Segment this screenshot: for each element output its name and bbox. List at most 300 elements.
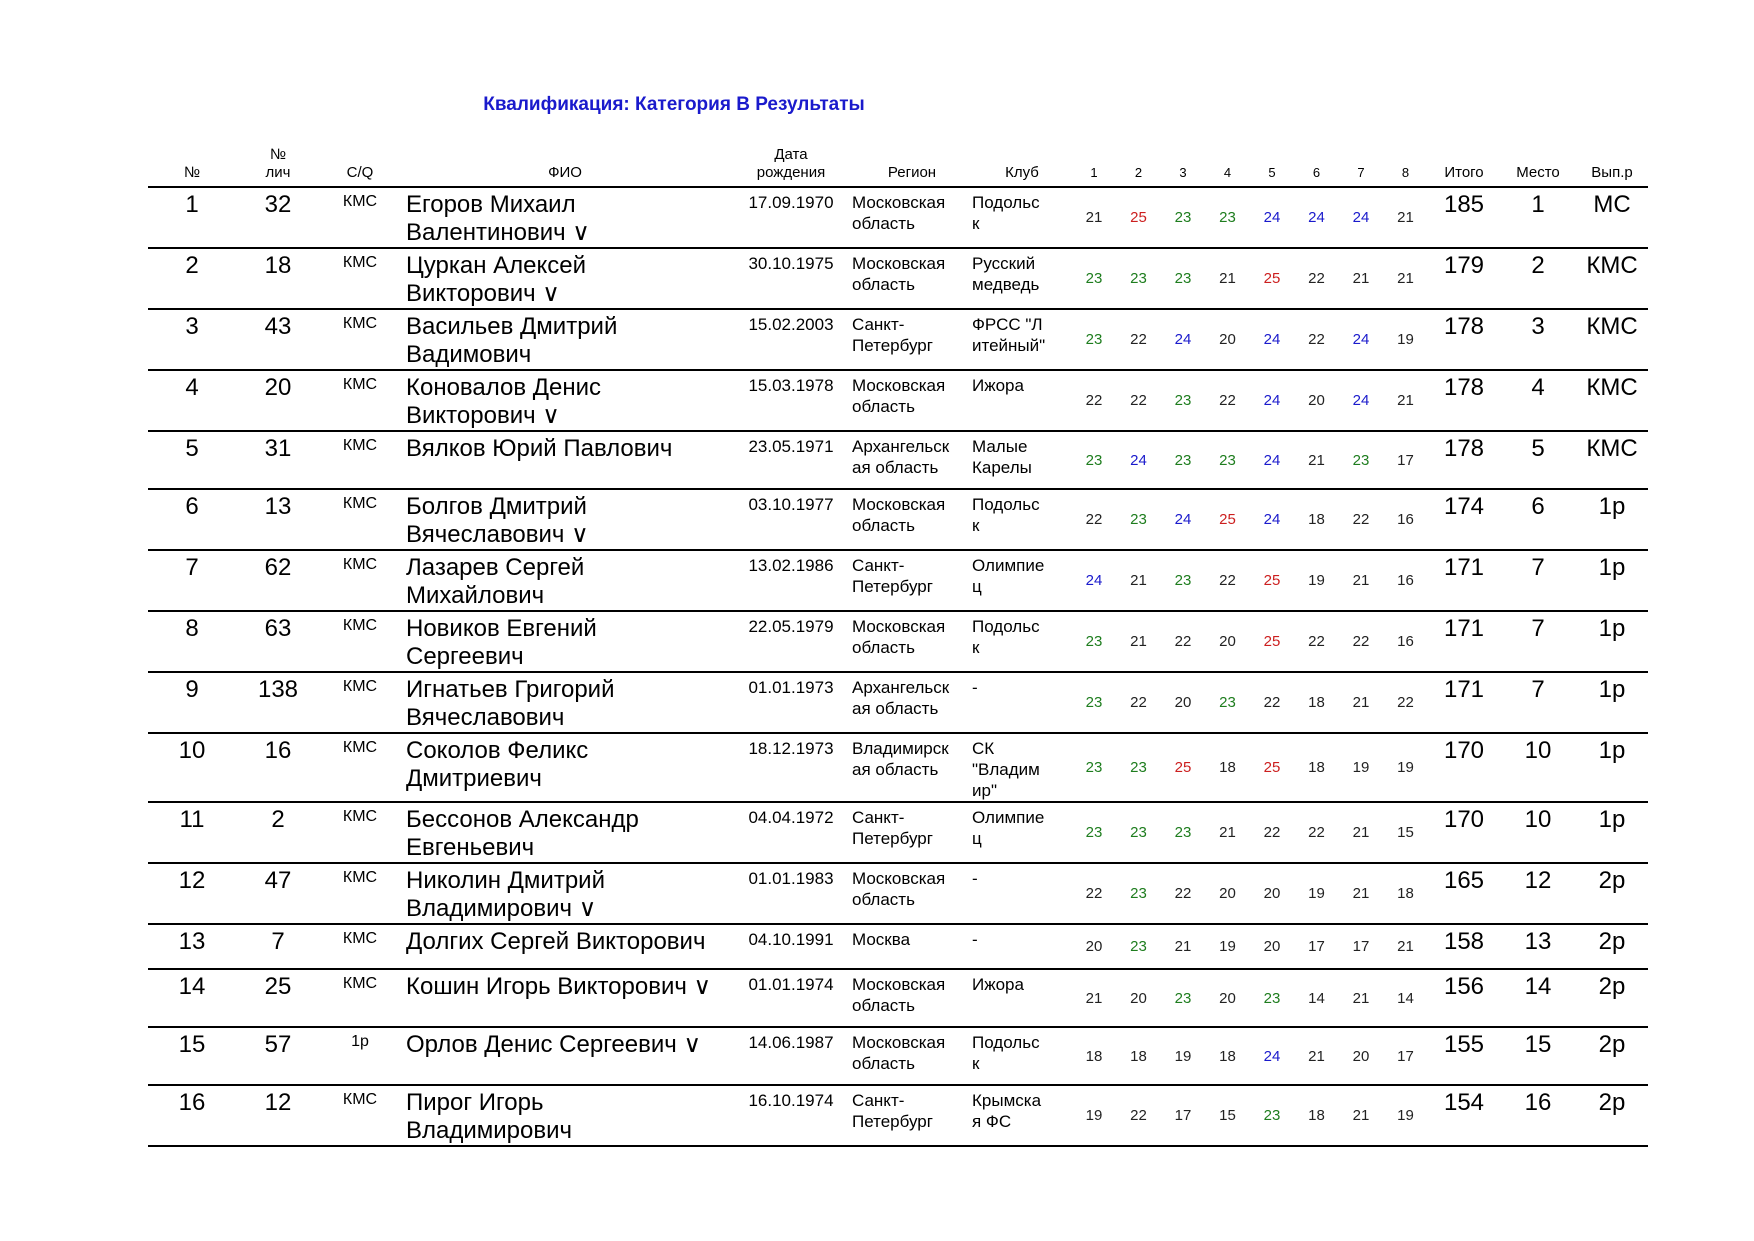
club-cell — [972, 611, 1072, 672]
rank-achieved: КМС — [1586, 252, 1638, 279]
total-score: 178 — [1443, 313, 1485, 340]
round-score: 24 — [1174, 331, 1192, 348]
round-score: 20 — [1263, 938, 1281, 955]
club-line: медведь — [972, 275, 1040, 294]
category-cell: КМС — [342, 617, 378, 634]
club-cell — [972, 924, 1072, 969]
round-score: 17 — [1308, 938, 1325, 955]
round-score: 23 — [1174, 392, 1192, 409]
round-score: 25 — [1263, 572, 1281, 589]
total-score: 154 — [1443, 1089, 1485, 1116]
athlete-name — [400, 969, 730, 1027]
round-score: 21 — [1352, 572, 1370, 589]
place-cell: 12 — [1524, 867, 1552, 894]
table-row — [148, 1027, 1648, 1085]
round-score: 24 — [1352, 331, 1370, 348]
birth-date: 22.05.1979 — [748, 617, 834, 636]
results-body — [148, 187, 1648, 1146]
row-number: 8 — [185, 615, 199, 642]
region-cell — [852, 248, 972, 309]
round-score: 20 — [1263, 885, 1281, 902]
round-score: 21 — [1130, 572, 1147, 589]
region-line: Московская — [852, 495, 946, 514]
region-line: ая область — [852, 699, 939, 718]
place-cell: 2 — [1531, 252, 1545, 279]
club-line: Крымска — [972, 1091, 1042, 1110]
total-score: 185 — [1443, 191, 1485, 218]
place-cell: 15 — [1524, 1031, 1552, 1058]
club-line: Русский — [972, 254, 1036, 273]
total-score: 170 — [1443, 806, 1485, 833]
category-cell: КМС — [342, 437, 378, 454]
round-score: 22 — [1308, 331, 1325, 348]
round-score: 23 — [1130, 885, 1147, 902]
bib-number: 20 — [264, 374, 292, 401]
athlete-name — [400, 611, 730, 672]
region-cell — [852, 924, 972, 969]
birth-date: 15.02.2003 — [748, 315, 834, 334]
round-score: 21 — [1308, 1047, 1325, 1065]
birth-date: 01.01.1974 — [748, 975, 834, 994]
place-cell: 3 — [1531, 313, 1545, 340]
category-cell: КМС — [342, 254, 378, 271]
table-row — [148, 489, 1648, 550]
category-cell: КМС — [342, 556, 378, 573]
athlete-name — [400, 1085, 730, 1146]
round-score: 18 — [1308, 511, 1325, 528]
round-score: 23 — [1085, 270, 1103, 287]
total-score: 156 — [1443, 973, 1485, 1000]
region-line: Владимирск — [852, 739, 949, 758]
round-score: 23 — [1085, 451, 1103, 469]
round-score: 21 — [1219, 824, 1236, 841]
row-number: 16 — [178, 1089, 206, 1116]
region-cell — [852, 550, 972, 611]
athlete-name — [400, 672, 730, 733]
table-row — [148, 672, 1648, 733]
round-score: 23 — [1219, 451, 1236, 469]
header-vyp: Вып.р — [1591, 164, 1633, 181]
athlete-name-line: Валентинович ∨ — [406, 219, 590, 246]
club-cell — [972, 1085, 1072, 1146]
round-score: 22 — [1130, 331, 1147, 348]
athlete-name — [400, 733, 730, 802]
round-score: 22 — [1352, 633, 1370, 650]
region-line: область — [852, 638, 915, 657]
round-score: 24 — [1263, 209, 1281, 226]
rank-achieved: 1р — [1598, 615, 1626, 642]
category-cell: КМС — [342, 495, 378, 512]
round-score: 25 — [1263, 759, 1281, 776]
round-score: 22 — [1130, 1107, 1147, 1124]
round-score: 16 — [1397, 511, 1414, 528]
region-line: Санкт- — [852, 556, 905, 575]
round-score: 21 — [1085, 209, 1103, 226]
region-line: ая область — [852, 458, 939, 477]
bib-number: 2 — [271, 806, 285, 833]
round-score: 23 — [1130, 270, 1147, 287]
round-score: 24 — [1174, 511, 1192, 528]
club-cell — [972, 370, 1072, 431]
round-score: 14 — [1308, 989, 1325, 1007]
round-score: 19 — [1397, 331, 1414, 348]
row-number: 11 — [179, 806, 205, 833]
club-line: итейный" — [972, 336, 1046, 355]
place-cell: 7 — [1531, 615, 1545, 642]
round-score: 16 — [1397, 572, 1414, 589]
athlete-name-line: Коновалов Денис — [406, 374, 602, 401]
total-score: 171 — [1443, 615, 1485, 642]
round-score: 20 — [1174, 694, 1192, 711]
region-line: область — [852, 516, 915, 535]
region-line: область — [852, 214, 915, 233]
club-line: - — [972, 678, 978, 697]
round-score: 17 — [1397, 1047, 1414, 1065]
round-score: 22 — [1085, 392, 1103, 409]
header-num: № — [183, 164, 201, 181]
round-score: 24 — [1352, 209, 1370, 226]
athlete-name-line: Владимирович ∨ — [406, 895, 597, 922]
club-line: - — [972, 869, 978, 888]
table-row — [148, 863, 1648, 924]
region-cell — [852, 863, 972, 924]
category-cell: КМС — [342, 975, 378, 992]
round-score: 23 — [1219, 694, 1236, 711]
round-score: 23 — [1085, 824, 1103, 841]
round-score: 22 — [1219, 392, 1236, 409]
row-number: 12 — [178, 867, 206, 894]
rank-achieved: КМС — [1586, 313, 1638, 340]
category-cell: 1р — [351, 1033, 369, 1050]
birth-date: 17.09.1970 — [748, 193, 834, 212]
round-score: 25 — [1263, 633, 1281, 650]
header-round-3: 3 — [1179, 165, 1187, 180]
round-score: 17 — [1352, 938, 1370, 955]
round-score: 24 — [1085, 572, 1103, 589]
round-score: 18 — [1130, 1047, 1147, 1065]
region-cell — [852, 431, 972, 489]
table-row — [148, 924, 1648, 969]
header-lich: № лич — [265, 146, 291, 181]
birth-date: 01.01.1983 — [748, 869, 834, 888]
region-line: Московская — [852, 376, 946, 395]
region-line: Санкт- — [852, 1091, 905, 1110]
table-row — [148, 733, 1648, 802]
club-line: к — [972, 214, 980, 233]
region-cell — [852, 370, 972, 431]
header-date: Дата рождения — [756, 146, 826, 181]
club-cell — [972, 863, 1072, 924]
category-cell: КМС — [342, 1091, 378, 1108]
club-line: Олимпие — [972, 808, 1045, 827]
birth-date: 01.01.1973 — [748, 678, 834, 697]
athlete-name-line: Сергеевич — [406, 643, 524, 670]
athlete-name-line: Орлов Денис Сергеевич ∨ — [406, 1031, 702, 1058]
total-score: 171 — [1443, 676, 1485, 703]
athlete-name — [400, 1027, 730, 1085]
athlete-name-line: Бессонов Александр — [406, 806, 639, 833]
header-place: Место — [1516, 164, 1560, 181]
athlete-name — [400, 924, 730, 969]
birth-date: 04.10.1991 — [748, 930, 834, 949]
round-score: 22 — [1352, 511, 1370, 528]
round-score: 20 — [1219, 633, 1236, 650]
club-line: ц — [972, 829, 982, 848]
round-score: 22 — [1130, 694, 1147, 711]
club-line: Подольс — [972, 193, 1040, 212]
athlete-name-line: Евгеньевич — [406, 834, 535, 861]
round-score: 23 — [1174, 270, 1192, 287]
table-row — [148, 431, 1648, 489]
round-score: 22 — [1130, 392, 1147, 409]
rank-achieved: 2р — [1598, 973, 1626, 1000]
round-score: 18 — [1219, 759, 1236, 776]
bib-number: 13 — [264, 493, 292, 520]
round-score: 24 — [1130, 451, 1147, 469]
region-cell — [852, 802, 972, 863]
total-score: 155 — [1443, 1031, 1485, 1058]
birth-date: 13.02.1986 — [748, 556, 834, 575]
club-line: Подольс — [972, 617, 1040, 636]
athlete-name-line: Игнатьев Григорий — [406, 676, 615, 703]
club-line: я ФС — [972, 1112, 1012, 1131]
place-cell: 16 — [1524, 1089, 1552, 1116]
birth-date: 15.03.1978 — [748, 376, 834, 395]
round-score: 19 — [1397, 759, 1414, 776]
region-cell — [852, 611, 972, 672]
bib-number: 47 — [264, 867, 292, 894]
bib-number: 16 — [264, 737, 292, 764]
round-score: 25 — [1219, 511, 1236, 528]
place-cell: 7 — [1531, 676, 1545, 703]
round-score: 24 — [1263, 511, 1281, 528]
region-line: Архангельск — [852, 437, 950, 456]
round-score: 19 — [1352, 759, 1370, 776]
round-score: 22 — [1085, 885, 1103, 902]
club-line: Подольс — [972, 1033, 1040, 1052]
round-score: 23 — [1130, 824, 1147, 841]
category-cell: КМС — [342, 869, 378, 886]
table-row — [148, 1085, 1648, 1146]
header-round-1: 1 — [1090, 165, 1098, 180]
round-score: 23 — [1130, 759, 1147, 776]
round-score: 24 — [1263, 392, 1281, 409]
place-cell: 7 — [1531, 554, 1545, 581]
header-round-7: 7 — [1357, 165, 1365, 180]
birth-date: 16.10.1974 — [748, 1091, 834, 1110]
bib-number: 138 — [257, 676, 299, 703]
round-score: 15 — [1219, 1107, 1236, 1124]
table-row — [148, 309, 1648, 370]
round-score: 18 — [1308, 1107, 1325, 1124]
region-line: Петербург — [852, 577, 933, 596]
bib-number: 57 — [264, 1031, 292, 1058]
round-score: 22 — [1174, 633, 1192, 650]
row-number: 3 — [185, 313, 199, 340]
rank-achieved: 1р — [1598, 737, 1626, 764]
club-line: Ижора — [972, 975, 1024, 994]
bib-number: 32 — [264, 191, 292, 218]
athlete-name — [400, 431, 730, 489]
athlete-name-line: Долгих Сергей Викторович — [406, 928, 706, 955]
birth-date: 18.12.1973 — [748, 739, 834, 758]
region-line: область — [852, 996, 915, 1015]
region-cell — [852, 187, 972, 248]
table-row — [148, 187, 1648, 248]
round-score: 22 — [1263, 824, 1281, 841]
category-cell: КМС — [342, 930, 378, 947]
club-line: Подольс — [972, 495, 1040, 514]
round-score: 23 — [1085, 331, 1103, 348]
total-score: 178 — [1443, 374, 1485, 401]
rank-achieved: КМС — [1586, 435, 1638, 462]
rank-achieved: МС — [1593, 191, 1631, 218]
header-fio: ФИО — [548, 164, 582, 181]
round-score: 25 — [1130, 209, 1147, 226]
round-score: 18 — [1219, 1047, 1236, 1065]
athlete-name-line: Вадимович — [406, 341, 532, 368]
category-cell: КМС — [342, 193, 378, 210]
total-score: 171 — [1443, 554, 1485, 581]
athlete-name — [400, 309, 730, 370]
round-score: 21 — [1308, 451, 1325, 469]
round-score: 23 — [1263, 989, 1281, 1007]
row-number: 2 — [185, 252, 199, 279]
round-score: 24 — [1263, 331, 1281, 348]
round-score: 18 — [1085, 1047, 1103, 1065]
round-score: 20 — [1085, 938, 1103, 955]
round-score: 16 — [1397, 633, 1414, 650]
round-score: 23 — [1174, 824, 1192, 841]
round-score: 20 — [1219, 989, 1236, 1007]
club-cell — [972, 969, 1072, 1027]
athlete-name-line: Викторович ∨ — [406, 402, 560, 429]
row-number: 9 — [185, 676, 199, 703]
region-line: область — [852, 275, 915, 294]
total-score: 158 — [1443, 928, 1485, 955]
header-total: Итого — [1444, 164, 1484, 181]
region-line: Петербург — [852, 336, 933, 355]
round-score: 20 — [1219, 885, 1236, 902]
region-line: Санкт- — [852, 315, 905, 334]
round-score: 21 — [1397, 270, 1414, 287]
round-score: 21 — [1352, 270, 1370, 287]
table-row — [148, 611, 1648, 672]
header-round-8: 8 — [1401, 165, 1410, 180]
round-score: 23 — [1219, 209, 1236, 226]
athlete-name-line: Пирог Игорь — [406, 1089, 544, 1116]
round-score: 17 — [1397, 451, 1414, 469]
category-cell: КМС — [342, 739, 378, 756]
club-cell — [972, 309, 1072, 370]
round-score: 21 — [1397, 938, 1414, 955]
athlete-name-line: Лазарев Сергей — [406, 554, 585, 581]
round-score: 19 — [1174, 1047, 1192, 1065]
region-cell — [852, 1027, 972, 1085]
round-score: 21 — [1352, 1107, 1370, 1124]
round-score: 23 — [1174, 451, 1192, 469]
athlete-name-line: Цуркан Алексей — [406, 252, 587, 279]
round-score: 24 — [1352, 392, 1370, 409]
round-score: 24 — [1263, 451, 1281, 469]
club-cell — [972, 489, 1072, 550]
row-number: 7 — [185, 554, 199, 581]
row-number: 10 — [178, 737, 206, 764]
round-score: 20 — [1308, 392, 1325, 409]
club-line: к — [972, 516, 980, 535]
rank-achieved: 2р — [1598, 928, 1626, 955]
birth-date: 14.06.1987 — [748, 1033, 834, 1052]
athlete-name-line: Вячеславович — [406, 704, 565, 731]
category-cell: КМС — [342, 376, 378, 393]
region-line: Архангельск — [852, 678, 950, 697]
round-score: 22 — [1085, 511, 1103, 528]
athlete-name-line: Дмитриевич — [406, 765, 542, 792]
round-score: 19 — [1308, 885, 1325, 902]
club-line: Карелы — [972, 458, 1032, 477]
round-score: 21 — [1352, 694, 1370, 711]
club-line: Ижора — [972, 376, 1024, 395]
round-score: 21 — [1397, 209, 1414, 226]
region-cell — [852, 1085, 972, 1146]
athlete-name-line: Михайлович — [406, 582, 545, 609]
athlete-name-line: Николин Дмитрий — [406, 867, 605, 894]
round-score: 23 — [1130, 511, 1147, 528]
place-cell: 1 — [1531, 191, 1545, 218]
rank-achieved: 1р — [1598, 676, 1626, 703]
round-score: 22 — [1308, 824, 1325, 841]
club-cell — [972, 802, 1072, 863]
region-line: ая область — [852, 760, 939, 779]
round-score: 18 — [1308, 759, 1325, 776]
region-cell — [852, 969, 972, 1027]
club-cell — [972, 672, 1072, 733]
round-score: 24 — [1263, 1047, 1281, 1065]
region-cell — [852, 489, 972, 550]
round-score: 22 — [1397, 694, 1414, 711]
table-row — [148, 969, 1648, 1027]
round-score: 23 — [1174, 572, 1192, 589]
round-score: 14 — [1397, 989, 1414, 1007]
place-cell: 10 — [1524, 737, 1552, 764]
round-score: 19 — [1085, 1107, 1103, 1124]
round-score: 20 — [1130, 989, 1147, 1007]
region-line: Московская — [852, 1033, 946, 1052]
total-score: 179 — [1443, 252, 1485, 279]
region-line: область — [852, 1054, 915, 1073]
club-line: ц — [972, 577, 982, 596]
round-score: 21 — [1219, 270, 1236, 287]
athlete-name-line: Кошин Игорь Викторович ∨ — [406, 973, 712, 1000]
round-score: 21 — [1174, 938, 1192, 955]
round-score: 22 — [1308, 633, 1325, 650]
birth-date: 23.05.1971 — [748, 437, 834, 456]
round-score: 18 — [1397, 885, 1414, 902]
table-row — [148, 370, 1648, 431]
round-score: 21 — [1085, 989, 1103, 1007]
header-round-5: 5 — [1268, 165, 1276, 180]
region-line: Московская — [852, 254, 946, 273]
region-line: Московская — [852, 617, 946, 636]
round-score: 22 — [1219, 572, 1236, 589]
athlete-name-line: Викторович ∨ — [406, 280, 560, 307]
place-cell: 10 — [1524, 806, 1552, 833]
athlete-name-line: Болгов Дмитрий — [406, 493, 587, 520]
club-cell — [972, 550, 1072, 611]
round-score: 23 — [1085, 759, 1103, 776]
round-score: 25 — [1263, 270, 1281, 287]
region-line: область — [852, 397, 915, 416]
